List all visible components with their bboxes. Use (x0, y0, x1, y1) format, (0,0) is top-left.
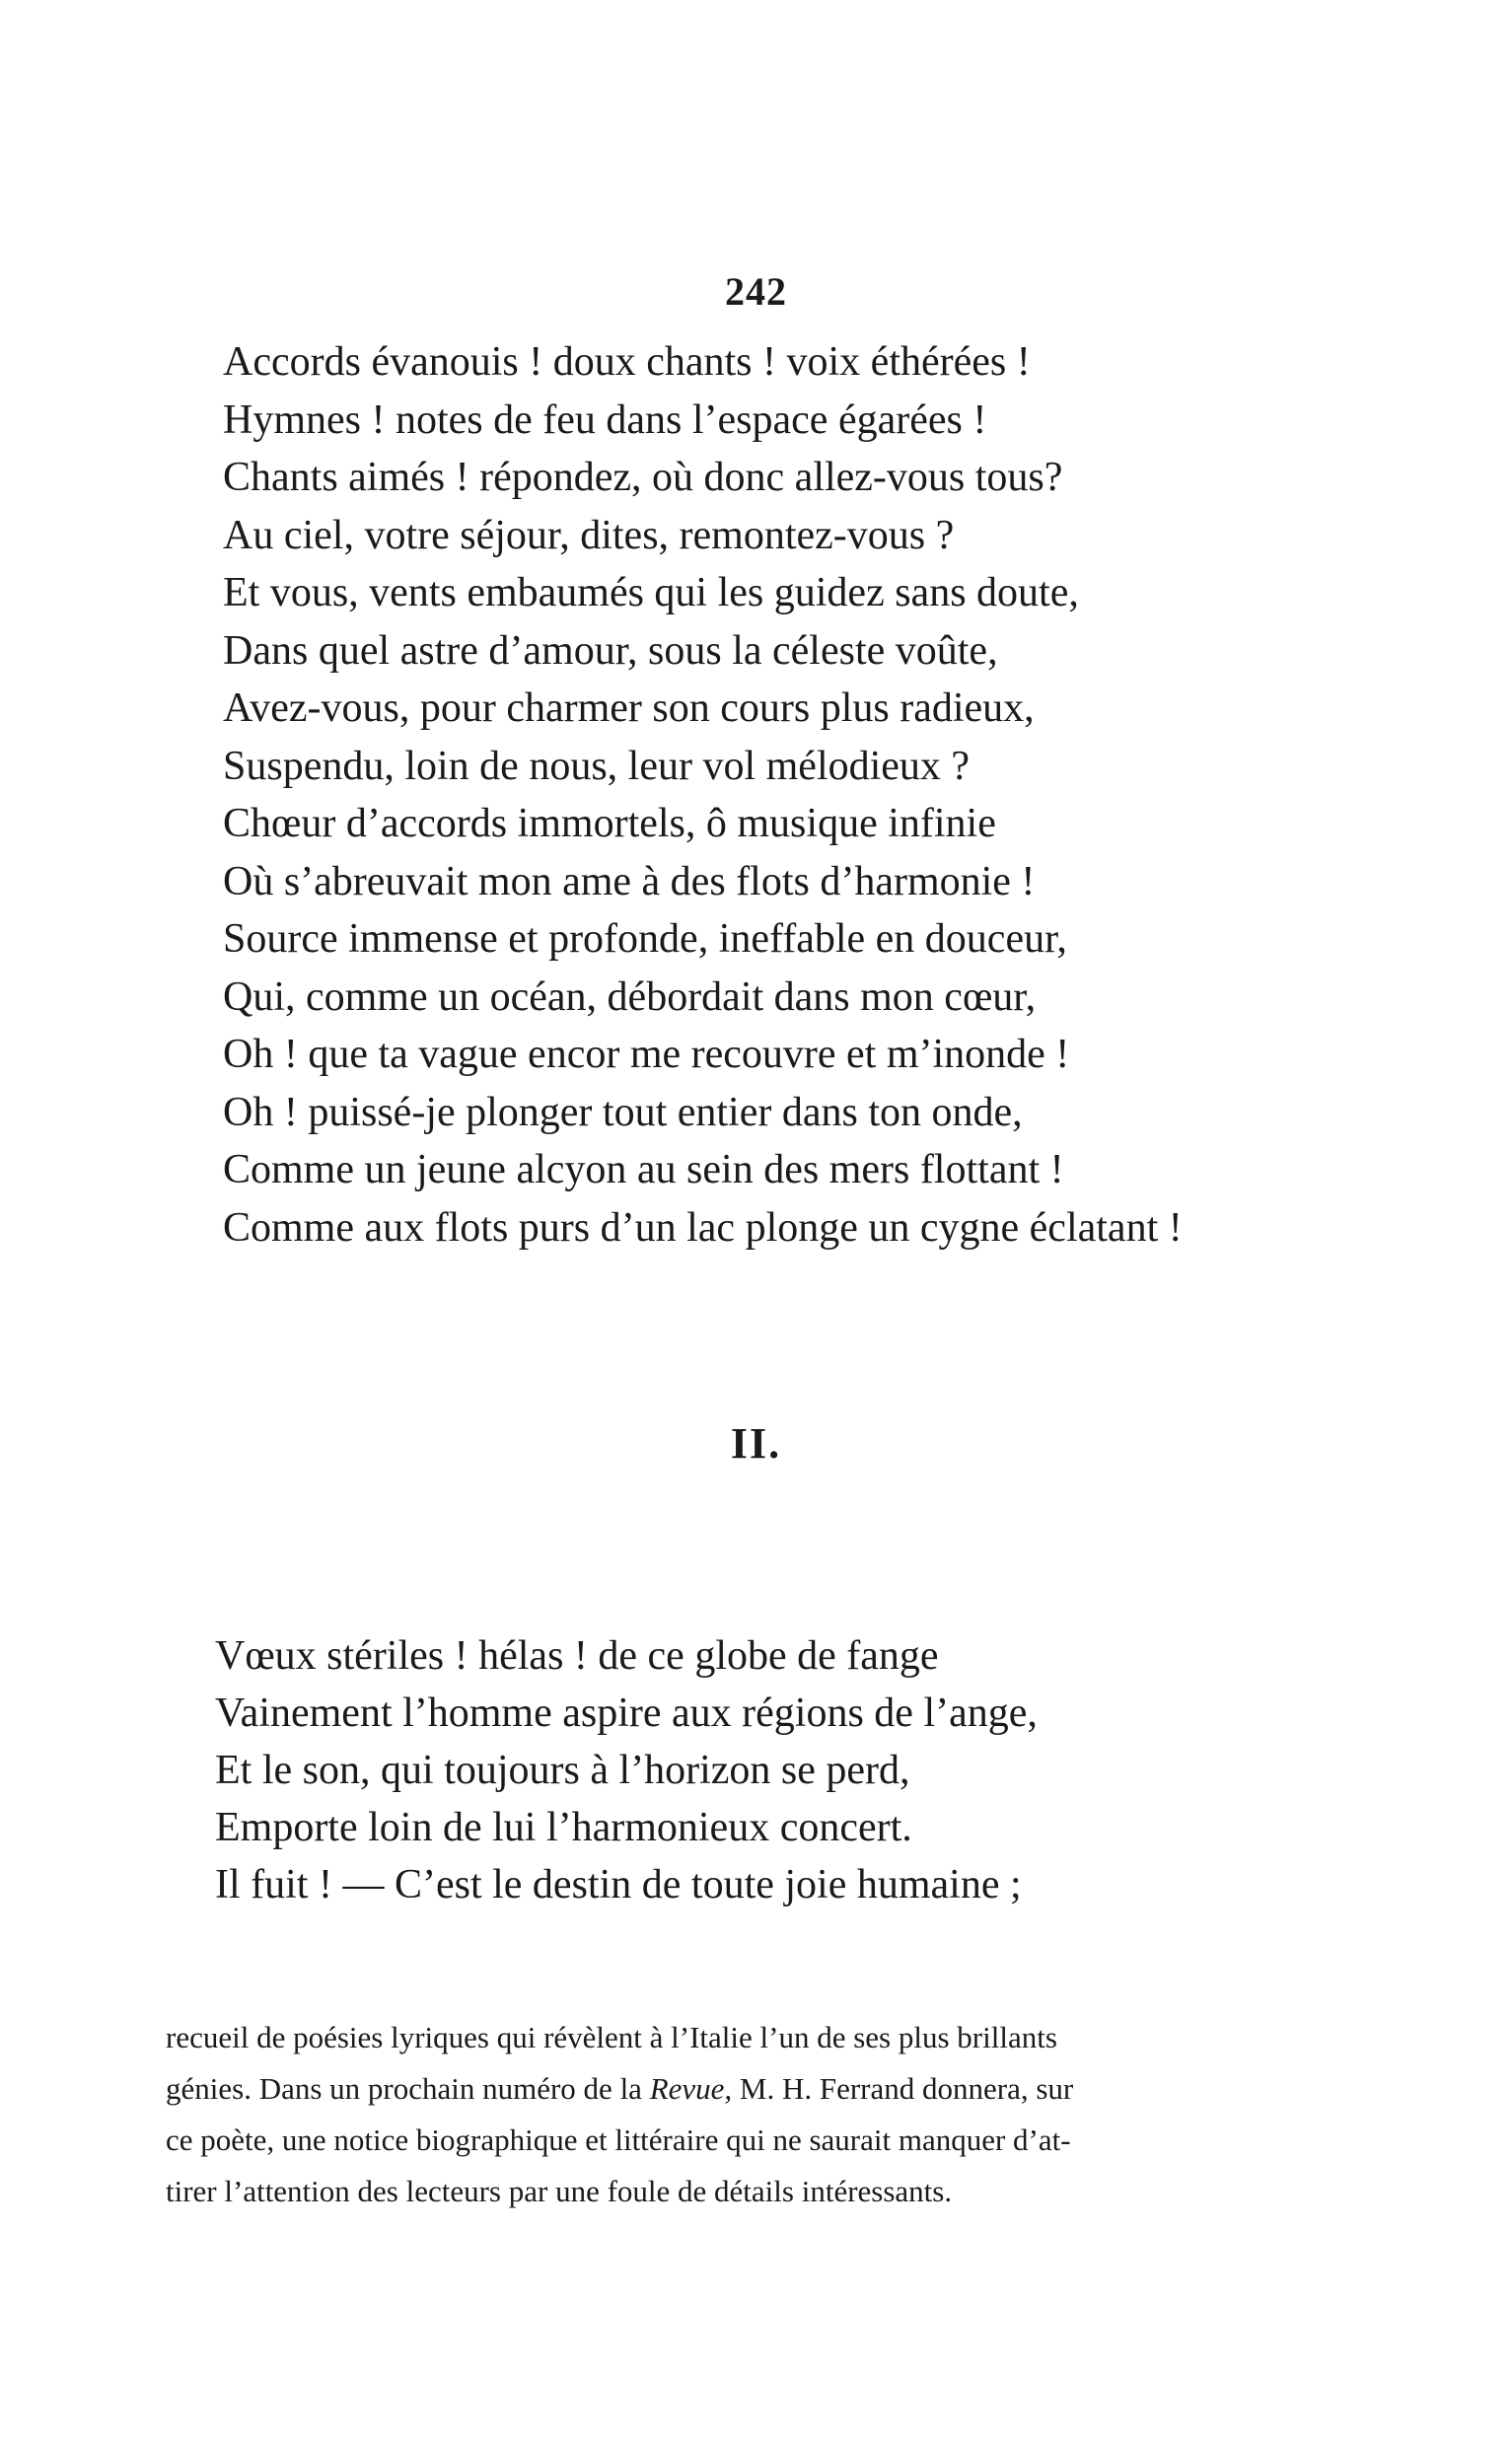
verse-line: Où s’abreuvait mon ame à des flots d’harmonie ! (223, 858, 1036, 904)
verse-line: Au ciel, votre séjour, dites, remontez-vous ? (223, 512, 955, 558)
footnote-line (166, 2063, 1073, 2115)
verse-line: Chants aimés ! répondez, où donc allez-vous tous? (223, 455, 1063, 500)
poem-stanza-2 (215, 1627, 1038, 1913)
footnote-line: recueil de poésies lyriques qui révèlent à l’Italie l’un de ses plus brillants (166, 2020, 1057, 2054)
verse-line: Et vous, vents embaumés qui les guidez sans doute, (223, 570, 1079, 615)
verse-line: Accords évanouis ! doux chants ! voix éthérées ! (223, 339, 1031, 385)
verse-line: Comme un jeune alcyon au sein des mers flottant ! (223, 1147, 1064, 1192)
verse-line: Vœux stériles ! hélas ! de ce globe de fange (215, 1633, 939, 1679)
verse-line: Oh ! puissé-je plonger tout entier dans ton onde, (223, 1089, 1023, 1135)
verse-line: Et le son, qui toujours à l’horizon se perd, (215, 1748, 910, 1793)
verse-line: Vainement l’homme aspire aux régions de l’ange, (215, 1691, 1038, 1736)
verse-line: Chœur d’accords immortels, ô musique infinie (223, 801, 996, 846)
verse-line: Oh ! que ta vague encor me recouvre et m’inonde ! (223, 1032, 1070, 1077)
verse-line: Qui, comme un océan, débordait dans mon cœur, (223, 973, 1037, 1020)
section-heading: II. (730, 1419, 782, 1468)
footnote-text: génies. Dans un prochain numéro de la (166, 2071, 650, 2106)
verse-line: Source immense et profonde, ineffable en douceur, (223, 916, 1067, 962)
journal-title: Revue, (649, 2071, 733, 2106)
verse-line: Avez-vous, pour charmer son cours plus radieux, (223, 685, 1035, 731)
footnote-line: tirer l’attention des lecteurs par une foule de détails intéressants. (166, 2174, 953, 2208)
verse-line: Emporte loin de lui l’harmonieux concert. (215, 1805, 912, 1850)
verse-line: Hymnes ! notes de feu dans l’espace égarées ! (223, 396, 987, 443)
verse-line: Dans quel astre d’amour, sous la céleste voûte, (223, 627, 998, 674)
footnote-line: ce poète, une notice biographique et littéraire qui ne saurait manquer d’at- (166, 2122, 1071, 2157)
poem-stanza-1 (223, 333, 1183, 1257)
verse-line: Comme aux flots purs d’un lac plonge un cygne éclatant ! (223, 1204, 1183, 1251)
page-number: 242 (725, 269, 787, 314)
footnote (166, 2012, 1073, 2217)
footnote-text: M. H. Ferrand donnera, sur (732, 2071, 1074, 2106)
verse-line: Suspendu, loin de nous, leur vol mélodieux ? (223, 743, 971, 789)
verse-line: Il fuit ! — C’est le destin de toute joie humaine ; (215, 1862, 1022, 1907)
